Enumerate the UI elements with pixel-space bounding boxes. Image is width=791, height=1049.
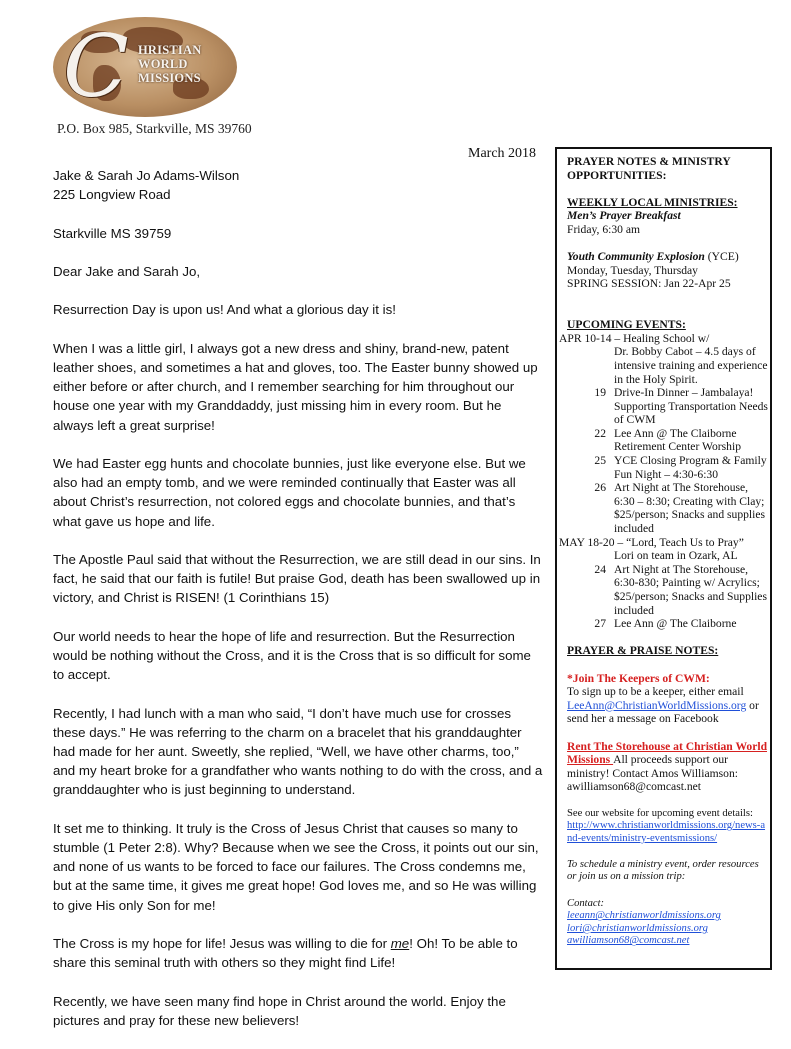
event-item: 24 Art Night at The Storehouse, 6:30-830; Painting w/ Acrylics; $25/person; Snacks and Supplies included bbox=[594, 562, 767, 617]
website-note: See our website for upcoming event details: bbox=[567, 807, 753, 819]
yce-session: SPRING SESSION: Jan 22-Apr 25 bbox=[567, 277, 731, 291]
paragraph: We had Easter egg hunts and chocolate bunnies, just like everyone else. But we also had an empty tomb, and we were reminded continually that Easter was all about Christ’s resurrection, not colored eggs and chocolate bunnies, and that’s what gave us hope and life. bbox=[53, 455, 526, 529]
event-item: 25 YCE Closing Program & Family Fun Night – 4:30-6:30 bbox=[594, 454, 767, 481]
storehouse-block: Rent The Storehouse at Christian World Missions All proceeds support our ministry! Contact Amos Williamson: awilliamson68@comcast.net bbox=[567, 739, 768, 794]
salutation: Dear Jake and Sarah Jo, bbox=[53, 263, 201, 279]
recipient-street: 225 Longview Road bbox=[53, 187, 171, 203]
paragraph-cross-hope: The Cross is my hope for life! Jesus was willing to die for me! Oh! To be able to share this seminal truth with others so they might find Life! bbox=[53, 935, 518, 971]
may-month-heading: MAY 18-20 – “Lord, Teach Us to Pray” bbox=[559, 535, 744, 549]
contact-email-amos[interactable]: awilliamson68@comcast.net bbox=[567, 935, 690, 947]
yce-days: Monday, Tuesday, Thursday bbox=[567, 263, 698, 277]
keepers-text: To sign up to be a keeper, either email LeeAnn@ChristianWorldMissions.org or send her a message on Facebook bbox=[567, 685, 759, 726]
may-month-detail: Lori on team in Ozark, AL bbox=[614, 549, 738, 563]
contact-label: Contact: bbox=[567, 897, 605, 909]
prayer-notes-sidebar bbox=[555, 147, 772, 970]
sidebar-title: PRAYER NOTES & MINISTRY OPPORTUNITIES: bbox=[567, 155, 731, 182]
mens-breakfast-time: Friday, 6:30 am bbox=[567, 222, 640, 236]
contact-email-lori[interactable]: lori@christianworldmissions.org bbox=[567, 922, 708, 934]
paragraph: The Apostle Paul said that without the Resurrection, we are still dead in our sins. In fact, he said that our faith is futile! But praise God, death has been swallowed up in victory, and Christ is RISEN! (1 Corinthians 15) bbox=[53, 551, 541, 606]
recipient-name: Jake & Sarah Jo Adams-Wilson bbox=[53, 168, 240, 183]
event-item: 22 Lee Ann @ The Claiborne Retirement Center Worship bbox=[594, 426, 741, 454]
event-item: 26 Art Night at The Storehouse, 6:30 – 8:30; Creating with Clay; $25/person; Snacks and supplies included bbox=[594, 481, 766, 536]
paragraph: When I was a little girl, I always got a new dress and shiny, brand-new, patent leather shoes, and sometimes a hat and gloves, too. The Easter bunny showed up either before or after church, and I remember searching for him throughout our house one year with my Granddaddy, just missing him in every room. But he always left a great surprise! bbox=[53, 340, 538, 433]
letter-date: March 2018 bbox=[468, 146, 537, 161]
emphasis-me: me bbox=[390, 935, 410, 951]
paragraph: Our world needs to hear the hope of life and resurrection. But the Resurrection would be nothing without the Cross, and it is the Cross that is so difficult for some to accept. bbox=[53, 628, 531, 683]
keepers-title: *Join The Keepers of CWM: bbox=[567, 671, 710, 685]
po-box-address: P.O. Box 985, Starkville, MS 39760 bbox=[57, 121, 252, 136]
website-link[interactable]: http://www.christianworldmissions.org/news-and-events/ministry-eventsmissions/ bbox=[567, 820, 766, 844]
logo-initial: C bbox=[63, 17, 129, 117]
recipient-city: Starkville MS 39759 bbox=[53, 225, 172, 241]
yce-title: Youth Community Explosion (YCE) bbox=[567, 250, 739, 264]
contact-email-leeann[interactable]: leeann@christianworldmissions.org bbox=[567, 910, 721, 922]
apr-month-heading: APR 10-14 – Healing School w/ bbox=[559, 331, 710, 345]
logo-wordmark: HRISTIAN WORLD MISSIONS bbox=[138, 43, 202, 85]
schedule-note: To schedule a ministry event, order resources or join us on a mission trip: bbox=[567, 858, 759, 883]
paragraph: Resurrection Day is upon us! And what a glorious day it is! bbox=[53, 302, 396, 318]
event-item: 27 Lee Ann @ The Claiborne bbox=[594, 617, 737, 631]
weekly-ministries-heading: WEEKLY LOCAL MINISTRIES: bbox=[567, 195, 738, 209]
paragraph-closing: Recently, we have seen many find hope in Christ around the world. Enjoy the pictures and pray for these new believers! bbox=[53, 993, 506, 1028]
storehouse-title: Rent The Storehouse at Christian World Missions bbox=[567, 739, 768, 767]
keepers-email-link[interactable]: LeeAnn@ChristianWorldMissions.org bbox=[567, 698, 747, 712]
prayer-praise-heading: PRAYER & PRAISE NOTES: bbox=[567, 644, 719, 658]
paragraph: It set me to thinking. It truly is the Cross of Jesus Christ that causes so many to stumble (1 Peter 2:8). Why? Because when we see the Cross, it points out our sin, and none of us wants to be forced to face our failures. The Cross condemns me, but at the same time, it gives me great hope! God loves me, and so He was willing to give His only Son for me! bbox=[53, 820, 539, 913]
upcoming-events-heading: UPCOMING EVENTS: bbox=[567, 318, 686, 332]
apr-month-detail: Dr. Bobby Cabot – 4.5 days of intensive training and experience in the Holy Spirit. bbox=[614, 345, 768, 386]
mens-breakfast-name: Men’s Prayer Breakfast bbox=[567, 209, 681, 223]
event-item: 19 Drive-In Dinner – Jambalaya! Supporting Transportation Needs of CWM bbox=[594, 386, 768, 427]
paragraph: Recently, I had lunch with a man who said, “I don’t have much use for crosses these days.” He was referring to the charm on a bracelet that his granddaughter had made for her aunt. Sweetly, she replied, “Well, we have other charms, too,” and my heart broke for a grandfather who wants nothing to do with the cross, and a granddaughter who is just beginning to understand. bbox=[53, 705, 543, 798]
christian-world-missions-logo bbox=[53, 17, 237, 117]
letter-body bbox=[53, 166, 543, 1049]
